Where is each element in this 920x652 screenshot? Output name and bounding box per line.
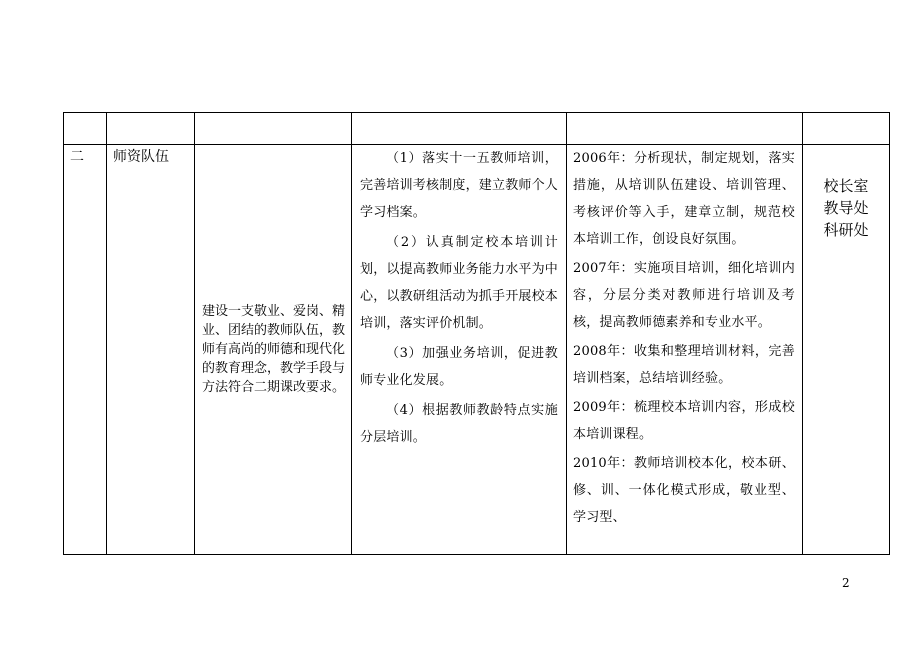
- table-row: [64, 145, 890, 555]
- row-index: 二: [64, 145, 107, 555]
- header-cell-department: [803, 113, 890, 145]
- row-item-title: 师资队伍: [107, 145, 195, 555]
- header-cell-index: [64, 113, 107, 145]
- schedule-item: 2007年：实施项目培训，细化培训内容，分层分类对教师进行培训及考核，提高教师德素养和专业水平。: [573, 261, 795, 330]
- row-measures: [352, 145, 567, 555]
- department-name: 教导处: [823, 199, 869, 217]
- row-schedule: [567, 145, 803, 555]
- schedule-item: 2010年：教师培训校本化，校本研、修、训、一体化模式形成，敬业型、学习型、: [573, 456, 795, 524]
- department-name: 校长室: [823, 177, 869, 195]
- measure-item: （1）落实十一五教师培训，完善培训考核制度，建立教师个人学习档案。: [360, 151, 558, 220]
- row-goal: 建设一支敬业、爱岗、精业、团结的教师队伍，教师有高尚的师德和现代化的教育理念，教学手段与方法符合二期课改要求。: [195, 145, 352, 555]
- row-departments: [803, 145, 890, 555]
- schedule-item: 2008年：收集和整理培训材料，完善培训档案，总结培训经验。: [573, 344, 795, 386]
- plan-table: [63, 112, 890, 555]
- header-cell-schedule: [567, 113, 803, 145]
- header-cell-goal: [195, 113, 352, 145]
- department-name: 科研处: [823, 221, 869, 239]
- table-header-row: [64, 113, 890, 145]
- measure-item: （2）认真制定校本培训计划，以提高教师业务能力水平为中心，以教研组活动为抓手开展校本培训，落实评价机制。: [360, 235, 558, 331]
- page-number: 2: [842, 576, 850, 590]
- header-cell-measures: [352, 113, 567, 145]
- header-cell-item: [107, 113, 195, 145]
- measure-item: （4）根据教师教龄特点实施分层培训。: [360, 403, 558, 445]
- measure-item: （3）加强业务培训，促进教师专业化发展。: [360, 346, 558, 388]
- schedule-item: 2009年：梳理校本培训内容，形成校本培训课程。: [573, 400, 795, 442]
- schedule-item: 2006年：分析现状，制定规划，落实措施，从培训队伍建设、培训管理、考核评价等入手，建章立制，规范校本培训工作，创设良好氛围。: [573, 151, 795, 247]
